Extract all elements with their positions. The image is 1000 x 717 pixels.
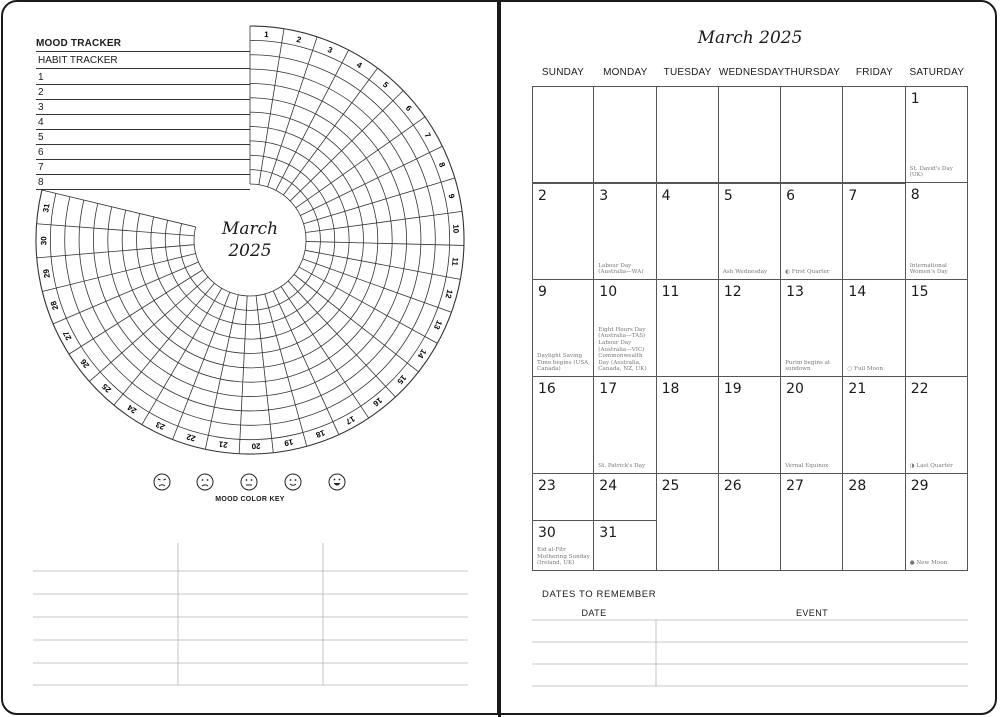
wheel-spoke [276, 50, 349, 190]
calendar-day-cell[interactable] [719, 280, 781, 377]
weekday-label: FRIDAY [855, 67, 894, 78]
mood-tracker-heading: MOOD TRACKER [36, 38, 250, 52]
calendar-day-cell[interactable] [906, 280, 968, 377]
wheel-spoke [173, 292, 230, 439]
day-event-note: ● New Moon [909, 560, 948, 567]
wheel-day-label: 6 [403, 103, 414, 113]
wheel-day-label: 1 [263, 29, 270, 40]
wheel-spoke [296, 117, 425, 208]
habit-tracker-heading: HABIT TRACKER [36, 55, 250, 69]
calendar-day-cell[interactable] [843, 377, 905, 474]
day-event-note: St. Patrick's Day [598, 463, 646, 470]
sad-face-icon [196, 473, 214, 491]
wheel-day-label: 16 [371, 395, 384, 409]
dates-to-remember-grid[interactable] [532, 619, 968, 687]
wheel-day-label: 26 [78, 357, 92, 370]
day-number: 27 [786, 478, 804, 494]
wheel-day-label: 2 [295, 34, 303, 45]
day-number: 8 [910, 187, 920, 203]
day-number: 5 [723, 188, 733, 204]
wheel-day-label: 17 [344, 413, 357, 427]
wheel-day-label: 3 [326, 45, 334, 56]
calendar-day-cell[interactable] [719, 474, 781, 571]
habit-row[interactable]: 7 [36, 160, 250, 175]
wheel-day-label: 15 [395, 373, 409, 386]
day-number: 18 [661, 381, 680, 397]
wheel-day-label: 24 [125, 402, 139, 416]
wheel-day-label: 28 [48, 299, 61, 312]
angry-face-icon [153, 473, 171, 491]
wheel-spoke [239, 296, 247, 454]
day-event-note: Vernal Equinox [785, 463, 829, 470]
wheel-day-label: 13 [431, 318, 444, 331]
wheel-title [190, 218, 310, 262]
weekday-label: MONDAY [603, 67, 648, 78]
day-number: 31 [599, 525, 618, 541]
smiling-face-icon [284, 473, 302, 491]
day-number: 4 [661, 188, 671, 204]
day-event-note: St. David's Day (UK) [909, 165, 953, 179]
day-number: 16 [538, 381, 556, 397]
calendar-day-cell[interactable] [843, 280, 905, 377]
day-number: 17 [599, 381, 618, 397]
day-number: 29 [910, 478, 929, 494]
wheel-spoke [256, 296, 273, 453]
weekday-label: WEDNESDAY [718, 67, 785, 78]
calendar-day-cell[interactable] [906, 377, 968, 474]
calendar-day-cell[interactable] [594, 183, 656, 280]
day-number: 25 [661, 478, 680, 494]
calendar-day-cell[interactable] [781, 377, 843, 474]
wheel-day-label: 12 [443, 288, 455, 300]
calendar-day-cell[interactable] [594, 521, 656, 571]
wheel-day-label: 9 [446, 193, 457, 200]
day-number: 19 [723, 381, 742, 397]
day-number: 20 [786, 381, 804, 397]
weekday-label: SUNDAY [541, 67, 585, 78]
calendar-day-cell[interactable] [719, 183, 781, 280]
day-number: 11 [661, 284, 680, 300]
wheel-day-label: 21 [218, 439, 229, 450]
calendar-day-cell[interactable] [906, 86, 968, 183]
wheel-spoke [304, 178, 455, 224]
calendar-day-cell[interactable] [719, 377, 781, 474]
wheel-spoke [42, 253, 195, 291]
wheel-day-label: 19 [283, 437, 294, 448]
happy-face-icon [328, 473, 346, 491]
wheel-spoke [205, 295, 238, 450]
day-number: 15 [910, 284, 929, 300]
calendar-title: March 2025 [697, 28, 803, 48]
wheel-day-label: 27 [61, 329, 74, 342]
date-column-header: DATE [581, 608, 607, 618]
calendar-empty-cell [532, 86, 594, 183]
wheel-day-label: 29 [41, 268, 52, 279]
wheel-spoke [259, 29, 284, 185]
habit-row[interactable]: 3 [36, 100, 250, 115]
wheel-day-label: 5 [380, 79, 391, 90]
wheel-spoke [89, 277, 208, 381]
notes-grid[interactable] [33, 543, 468, 688]
calendar-empty-cell [843, 86, 905, 183]
calendar-empty-cell [719, 86, 781, 183]
wheel-day-label: 7 [422, 131, 433, 140]
wheel-day-label: 10 [451, 224, 461, 234]
month-calendar-grid [532, 86, 968, 572]
weekday-label: TUESDAY [663, 67, 712, 78]
wheel-spoke [306, 241, 464, 245]
wheel-spoke [281, 287, 369, 418]
day-event-note: International Women's Day [909, 262, 948, 276]
wheel-spoke [69, 270, 203, 354]
day-number: 7 [848, 188, 858, 204]
wheel-day-label: 14 [415, 347, 429, 360]
day-number: 9 [538, 284, 547, 300]
wheel-day-label: 4 [354, 60, 364, 71]
wheel-day-label: 22 [185, 431, 197, 444]
wheel-spoke [305, 211, 462, 232]
wheel-day-label: 20 [251, 441, 261, 451]
calendar-day-cell[interactable] [781, 474, 843, 571]
dates-to-remember-heading: DATES TO REMEMBER [542, 589, 657, 600]
wheel-day-label: 23 [154, 419, 167, 432]
calendar-day-cell[interactable] [594, 280, 656, 377]
wheel-spoke [290, 91, 403, 201]
wheel-day-label: 18 [314, 427, 327, 440]
wheel-spoke [37, 245, 194, 258]
wheel-day-label: 31 [41, 202, 52, 214]
day-number: 26 [723, 478, 742, 494]
calendar-day-cell[interactable] [532, 377, 594, 474]
day-number: 14 [848, 284, 867, 300]
day-event-note: Eid al-Fitr Mothering Sunday (Ireland, UK) [537, 547, 590, 567]
calendar-day-cell[interactable] [843, 183, 905, 280]
weekday-label: THURSDAY [784, 67, 841, 78]
wheel-spoke [305, 250, 460, 279]
calendar-day-cell[interactable] [594, 377, 656, 474]
wheel-spoke [42, 190, 196, 227]
wheel-day-label: 25 [100, 381, 114, 395]
calendar-day-cell[interactable] [657, 474, 719, 571]
day-event-note: Ash Wednesday [722, 269, 768, 276]
calendar-day-cell[interactable] [657, 280, 719, 377]
calendar-day-cell[interactable] [906, 183, 968, 280]
habit-row[interactable]: 6 [36, 145, 250, 160]
day-number: 22 [910, 381, 929, 397]
day-event-note: ○ Full Moon [847, 366, 883, 373]
day-number: 12 [723, 284, 742, 300]
calendar-day-cell[interactable] [781, 280, 843, 377]
day-event-note: ◐ First Quarter [785, 269, 830, 276]
day-number: 3 [599, 188, 609, 204]
wheel-day-label: 11 [450, 256, 460, 267]
day-event-note: Daylight Saving Time begins (USA, Canada) [537, 353, 590, 373]
day-number: 30 [538, 525, 556, 541]
day-number: 13 [786, 284, 804, 300]
mood-face-row [150, 473, 350, 495]
calendar-empty-cell [594, 86, 656, 183]
mood-color-key-label: MOOD COLOR KEY [215, 496, 285, 503]
habit-row[interactable]: 8 [36, 175, 250, 190]
day-number: 28 [848, 478, 867, 494]
calendar-day-cell[interactable] [594, 474, 656, 521]
day-number: 21 [848, 381, 867, 397]
habit-row[interactable]: 5 [36, 130, 250, 145]
day-number: 6 [786, 188, 796, 204]
calendar-day-cell[interactable] [657, 377, 719, 474]
day-number: 23 [538, 478, 556, 494]
calendar-empty-cell [781, 86, 843, 183]
calendar-day-cell[interactable] [657, 183, 719, 280]
day-event-note: ◑ Last Quarter [909, 463, 953, 470]
habit-row[interactable]: 1 [36, 70, 250, 85]
wheel-title-month: March [221, 219, 279, 239]
wheel-day-label: 8 [436, 161, 447, 169]
day-number: 2 [538, 188, 547, 204]
wheel-spoke [37, 224, 195, 236]
event-column-header: EVENT [795, 608, 828, 618]
wheel-title-year: 2025 [228, 241, 272, 261]
weekday-label: SATURDAY [909, 67, 965, 78]
habit-row[interactable]: 4 [36, 115, 250, 130]
day-event-note: Labour Day (Australia—WA) [598, 262, 644, 276]
calendar-day-cell[interactable] [532, 280, 594, 377]
wheel-spoke [273, 291, 339, 435]
calendar-empty-cell [657, 86, 719, 183]
calendar-day-cell[interactable] [532, 183, 594, 280]
calendar-day-cell[interactable] [532, 521, 594, 571]
wheel-spoke [300, 146, 442, 215]
neutral-face-icon [240, 473, 258, 491]
day-event-note: Eight Hours Day (Australia—TAS) Labour Day (Australia—VIC) Commonwealth Day (Australia, Canada, NZ, UK) [598, 326, 647, 373]
calendar-day-cell[interactable] [843, 474, 905, 571]
habit-row[interactable]: 2 [36, 85, 250, 100]
calendar-day-cell[interactable] [906, 474, 968, 571]
calendar-day-cell[interactable] [781, 183, 843, 280]
wheel-spoke [294, 275, 418, 372]
day-event-note: Purim begins at sundown [785, 359, 831, 373]
calendar-day-cell[interactable] [532, 474, 594, 521]
day-number: 10 [599, 284, 618, 300]
day-number: 1 [910, 91, 920, 107]
day-number: 24 [599, 478, 618, 494]
wheel-day-label: 30 [39, 236, 49, 246]
